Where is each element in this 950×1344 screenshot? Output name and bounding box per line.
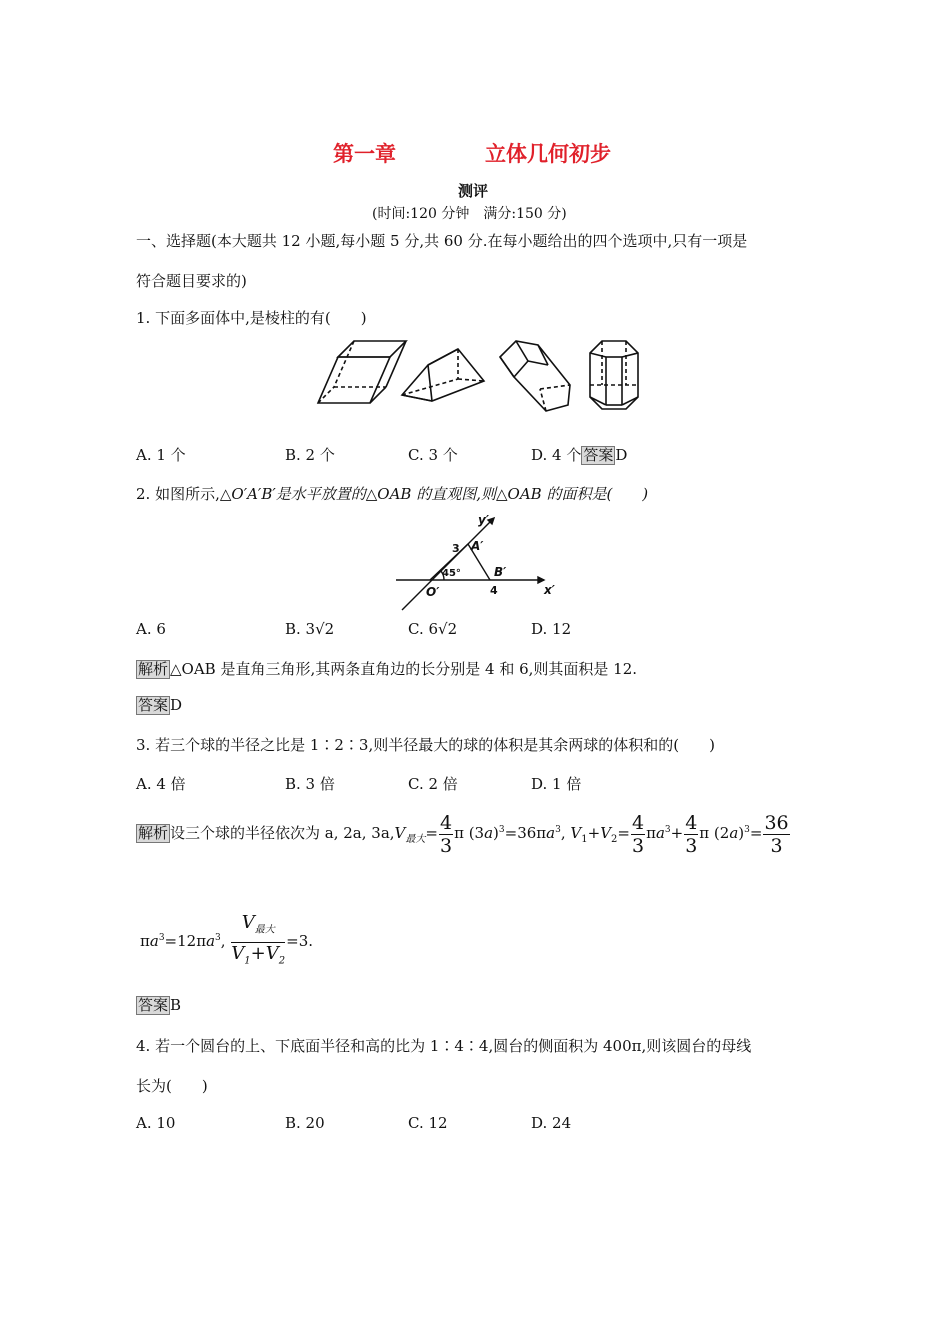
q3-analysis-line1: 解析 设三个球的半径依次为 a, 2a, $3a,V_{最大}=$ $\frac{4}{3}$ π $(3a)^3=36\pi a^3$, $V_1+V_2=$ $\frac{4}{3}$ $\pi a^3+$ $\frac{4}{3}$ π $(2a)^3=$ $\frac{36}{3}$ xyxy=(138,811,789,857)
q3-answer-value: B xyxy=(170,996,182,1014)
question-4: 4. 若一个圆台的上、下底面半径和高的比为 1∶4∶4,圆台的侧面积为 400π,则该圆台的母线 xyxy=(136,1037,752,1055)
q2-option-b: B. 3√2 xyxy=(285,620,335,638)
fraction-36-thirds: $\frac{36}{3}$ xyxy=(764,811,789,857)
q1-option-b: B. 2 个 xyxy=(285,446,335,464)
q3-option-a: A. 4 倍 xyxy=(136,775,186,793)
q3-analysis-intro: 设三个球的半径依次为 a, 2a, 3a, xyxy=(170,824,395,842)
label-o-prime: O′ xyxy=(426,585,440,599)
section-title: 测评 xyxy=(458,182,489,200)
question-3: 3. 若三个球的半径之比是 1∶2∶3,则半径最大的球的体积是其余两球的体积和的( ) xyxy=(136,736,715,754)
answer-label: 答案 xyxy=(138,996,169,1014)
q2-answer xyxy=(136,696,182,715)
label-y-axis: y′ xyxy=(478,513,489,527)
upright-hexagonal-prism-shape xyxy=(590,341,638,409)
chapter-label: 第一章 xyxy=(333,142,396,166)
hexagonal-prism-shape xyxy=(500,341,570,411)
q4-option-c: C. 12 xyxy=(408,1114,448,1132)
v-max-symbol: $V_{最大}$ xyxy=(394,824,426,845)
chapter-title: 立体几何初步 xyxy=(485,142,611,166)
q3-analysis-result: =3. xyxy=(286,932,314,951)
q3-answer xyxy=(136,996,181,1015)
q2-option-a: A. 6 xyxy=(136,620,166,638)
q3-option-b: B. 3 倍 xyxy=(285,775,335,793)
label-angle: 45° xyxy=(442,568,461,579)
q2-answer-value: D xyxy=(170,696,183,714)
q4-option-b: B. 20 xyxy=(285,1114,325,1132)
q3-option-d: D. 1 倍 xyxy=(531,775,582,793)
q1-option-c: C. 3 个 xyxy=(408,446,458,464)
fraction-four-thirds: $\frac{4}{3}$ xyxy=(439,811,453,857)
question-2-body: △O′A′B′是水平放置的△OAB 的直观图,则△OAB 的面积是( ) xyxy=(219,485,649,503)
section-heading-cont: 符合题目要求的) xyxy=(136,272,247,290)
triangular-prism-shape xyxy=(402,349,484,401)
analysis-label: 解析 xyxy=(138,660,169,678)
q2-analysis xyxy=(136,658,637,679)
label-four: 4 xyxy=(490,584,498,597)
oblique-prism-shape xyxy=(318,341,406,403)
fraction-four-thirds: $\frac{4}{3}$ xyxy=(685,811,698,857)
q3-option-c: C. 2 倍 xyxy=(408,775,458,793)
question-4-cont: 长为( ) xyxy=(136,1077,208,1095)
q2-oblique-drawing-figure xyxy=(392,510,562,614)
q1-option-a: A. 1 个 xyxy=(136,446,186,464)
label-three: 3 xyxy=(452,542,460,555)
label-b-prime: B′ xyxy=(494,565,507,579)
question-2-intro: 2. 如图所示, xyxy=(136,485,220,503)
q1-answer-value: D xyxy=(615,446,628,464)
answer-label: 答案 xyxy=(138,696,169,714)
q1-option-d-text: D. 4 个 xyxy=(531,446,582,464)
fraction-four-thirds: $\frac{4}{3}$ xyxy=(631,811,645,857)
q2-option-c: C. 6√2 xyxy=(408,620,458,638)
label-x-axis: x′ xyxy=(544,583,555,597)
question-2 xyxy=(136,483,648,504)
q4-option-a: A. 10 xyxy=(136,1114,176,1132)
q3-analysis-line2: $\pi a^3=12\pi a^3$, $\frac{V_{最大}}{V_1+V_2}$ =3. xyxy=(140,912,313,972)
q4-option-d: D. 24 xyxy=(531,1114,572,1132)
label-a-prime: A′ xyxy=(471,539,484,553)
analysis-label: 解析 xyxy=(138,824,169,842)
answer-label: 答案 xyxy=(583,446,614,464)
q2-analysis-text: △OAB 是直角三角形,其两条直角边的长分别是 4 和 6,则其面积是 12. xyxy=(170,660,638,678)
section-heading: 一、选择题(本大题共 12 小题,每小题 5 分,共 60 分.在每小题给出的四个选项中,只有一项是 xyxy=(136,232,748,250)
question-1: 1. 下面多面体中,是棱柱的有( ) xyxy=(136,309,367,327)
time-info: (时间:120 分钟 满分:150 分) xyxy=(372,206,567,222)
q2-option-d: D. 12 xyxy=(531,620,572,638)
q1-polyhedra-figure xyxy=(310,335,650,413)
ratio-fraction: $\frac{V_{最大}}{V_1+V_2}$ xyxy=(231,912,286,967)
q1-option-d xyxy=(531,444,627,465)
